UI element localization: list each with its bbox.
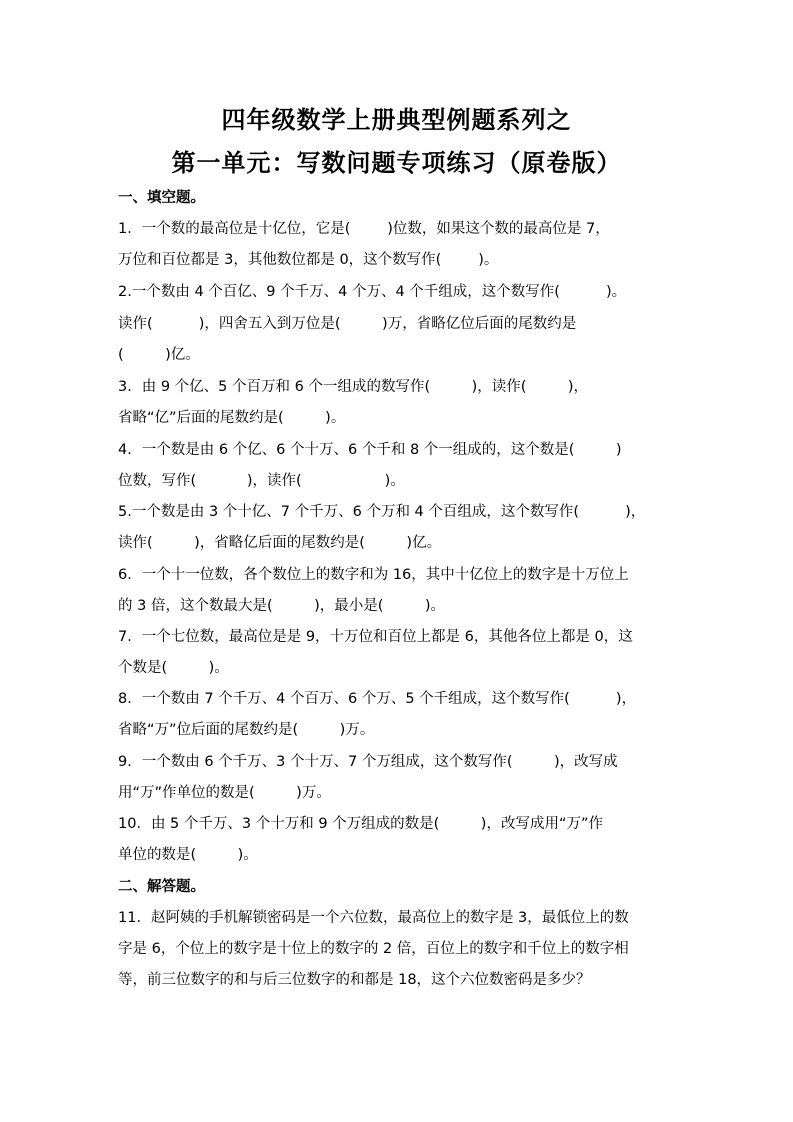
question-line: 7．一个七位数，最高位是是 9，十万位和百位上都是 6，其他各位上都是 0，这 bbox=[118, 629, 633, 645]
question-line: 的 3 倍，这个数最大是( )，最小是( )。 bbox=[118, 598, 446, 614]
question-line: 1．一个数的最高位是十亿位，它是( )位数，如果这个数的最高位是 7， bbox=[118, 221, 610, 237]
question-line: 单位的数是( )。 bbox=[118, 847, 258, 863]
question-line: 6．一个十一位数，各个数位上的数字和为 16，其中十亿位上的数字是十万位上 bbox=[118, 567, 629, 583]
question-line: 8．一个数由 7 个千万、4 个百万、6 个万、5 个千组成，这个数写作( )， bbox=[118, 691, 637, 707]
question-line: 3．由 9 个亿、5 个百万和 6 个一组成的数写作( )，读作( )， bbox=[118, 379, 589, 395]
question-line: 省略“亿”后面的尾数约是( )。 bbox=[118, 410, 346, 426]
question-line: 省略“万”位后面的尾数约是( )万。 bbox=[118, 722, 375, 738]
question-line: 等，前三位数字的和与后三位数字的和都是 18，这个六位数密码是多少？ bbox=[118, 972, 591, 988]
question-line: 个数是( )。 bbox=[118, 660, 229, 676]
question-line: 9．一个数由 6 个千万、3 个十万、7 个万组成，这个数写作( )，改写成 bbox=[118, 754, 618, 770]
document-title: 四年级数学上册典型例题系列之 bbox=[221, 106, 572, 134]
question-line: 读作( )，四舍五入到万位是( )万，省略亿位后面的尾数约是 bbox=[118, 316, 577, 332]
question-line: 读作( )，省略亿后面的尾数约是( )亿。 bbox=[118, 535, 442, 551]
section-heading-fill-blank: 一、填空题。 bbox=[118, 190, 205, 206]
question-line: 5.一个数是由 3 个十亿、7 个千万、6 个万和 4 个百组成，这个数写作( )， bbox=[118, 504, 646, 520]
question-line: 2.一个数由 4 个百亿、9 个千万、4 个万、4 个千组成，这个数写作( )。 bbox=[118, 284, 627, 300]
question-line: 位数，写作( )，读作( )。 bbox=[118, 473, 405, 489]
section-heading-answer: 二、解答题。 bbox=[118, 879, 205, 895]
document-subtitle: 第一单元：写数问题专项练习（原卷版） bbox=[171, 149, 622, 177]
question-line: 字是 6，个位上的数字是十位上的数字的 2 倍，百位上的数字和千位上的数字相 bbox=[118, 941, 629, 957]
question-line: 11．赵阿姨的手机解锁密码是一个六位数，最高位上的数字是 3，最低位上的数 bbox=[118, 910, 629, 926]
question-line: 用“万”作单位的数是( )万。 bbox=[118, 785, 331, 801]
question-line: ( )亿。 bbox=[118, 347, 200, 363]
question-line: 4．一个数是由 6 个亿、6 个十万、6 个千和 8 个一组成的，这个数是( ) bbox=[118, 442, 622, 458]
question-line: 10．由 5 个千万、3 个十万和 9 个万组成的数是( )，改写成用“万”作 bbox=[118, 816, 603, 832]
question-line: 万位和百位都是 3，其他数位都是 0，这个数写作( )。 bbox=[118, 252, 499, 268]
